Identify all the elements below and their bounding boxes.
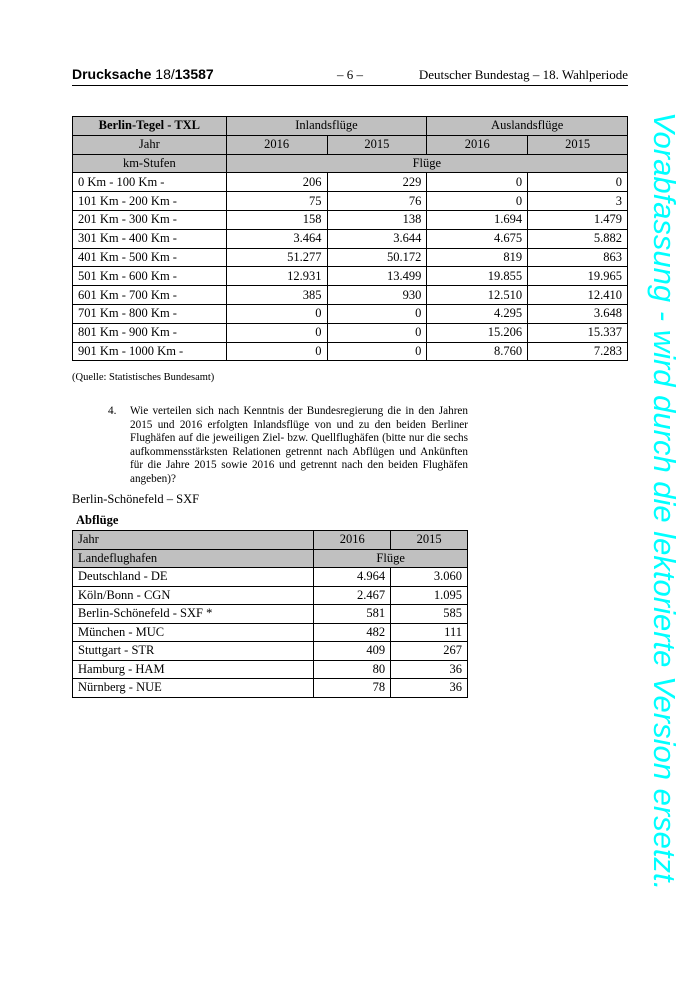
value-cell: 8.760: [427, 342, 528, 361]
table-row: [73, 586, 468, 605]
value-cell: 4.675: [427, 229, 528, 248]
year-cell: 2016: [427, 135, 528, 154]
row-label: 601 Km - 700 Km -: [73, 286, 227, 305]
value-cell: 36: [391, 660, 468, 679]
value-cell: 15.337: [528, 323, 628, 342]
stage-label: km-Stufen: [73, 154, 227, 173]
value-cell: 4.964: [314, 568, 391, 587]
value-cell: 12.410: [528, 286, 628, 305]
table-row: [73, 286, 628, 305]
value-cell: 3.060: [391, 568, 468, 587]
table-row: [73, 568, 468, 587]
value-cell: 1.095: [391, 586, 468, 605]
row-label: 301 Km - 400 Km -: [73, 229, 227, 248]
table-title: Berlin-Tegel - TXL: [73, 117, 227, 136]
row-label: 501 Km - 600 Km -: [73, 267, 227, 286]
value-cell: 50.172: [327, 248, 427, 267]
draft-watermark: [646, 112, 686, 912]
value-cell: 76: [327, 192, 427, 211]
row-label: Hamburg - HAM: [73, 660, 314, 679]
value-cell: 3.648: [528, 304, 628, 323]
year-label: Jahr: [73, 531, 314, 550]
value-cell: 0: [226, 323, 327, 342]
airport-label: Landeflughafen: [73, 549, 314, 568]
table-row: [73, 267, 628, 286]
value-cell: 78: [314, 679, 391, 698]
tegel-flights-table: [72, 116, 628, 361]
table-row: [73, 192, 628, 211]
value-cell: 863: [528, 248, 628, 267]
value-cell: 0: [427, 192, 528, 211]
row-label: 101 Km - 200 Km -: [73, 192, 227, 211]
value-cell: 19.965: [528, 267, 628, 286]
year-cell: 2015: [327, 135, 427, 154]
group-foreign: Auslandsflüge: [427, 117, 628, 136]
table-row: [73, 323, 628, 342]
value-cell: 930: [327, 286, 427, 305]
row-label: Deutschland - DE: [73, 568, 314, 587]
table-row: [73, 660, 468, 679]
section-title: Berlin-Schönefeld – SXF: [72, 492, 200, 506]
value-cell: 0: [226, 304, 327, 323]
value-cell: 12.931: [226, 267, 327, 286]
value-cell: 409: [314, 642, 391, 661]
value-cell: 12.510: [427, 286, 528, 305]
value-cell: 80: [314, 660, 391, 679]
value-cell: 138: [327, 210, 427, 229]
flights-label: Flüge: [226, 154, 627, 173]
value-cell: 15.206: [427, 323, 528, 342]
table-row: [73, 304, 628, 323]
value-cell: 0: [226, 342, 327, 361]
value-cell: 3.644: [327, 229, 427, 248]
value-cell: 267: [391, 642, 468, 661]
value-cell: 482: [314, 623, 391, 642]
row-label: Köln/Bonn - CGN: [73, 586, 314, 605]
question-block: [108, 405, 468, 487]
flights-label: Flüge: [314, 549, 468, 568]
value-cell: 5.882: [528, 229, 628, 248]
group-domestic: Inlandsflüge: [226, 117, 427, 136]
table-row: [73, 531, 468, 550]
document-number: Drucksache 18/13587: [72, 66, 214, 82]
table-row: [73, 248, 628, 267]
row-label: 401 Km - 500 Km -: [73, 248, 227, 267]
table-row: [73, 642, 468, 661]
question-text: Wie verteilen sich nach Kenntnis der Bundesregierung die in den Jahren 2015 und 2016 erfolgten Inlandsflüge von und zu den beiden Berliner Flughäfen auf die jeweiligen Ziel- bzw. Quellflughäfen (bitte nur die sechs aufkommensstärksten Relationen getrennt nach Abflügen und Ankünften für die Jahre 2015 sowie 2016 und getrennt nach den beiden Flughäfen angeben)?: [130, 405, 468, 485]
value-cell: 581: [314, 605, 391, 624]
table-row: [73, 679, 468, 698]
table-row: [73, 229, 628, 248]
value-cell: 7.283: [528, 342, 628, 361]
table-row: [73, 605, 468, 624]
row-label: 201 Km - 300 Km -: [73, 210, 227, 229]
row-label: 0 Km - 100 Km -: [73, 173, 227, 192]
value-cell: 13.499: [327, 267, 427, 286]
table-row: [73, 623, 468, 642]
question-number: 4.: [108, 405, 117, 417]
year-cell: 2016: [226, 135, 327, 154]
source-note: (Quelle: Statistisches Bundesamt): [72, 372, 215, 383]
header-rule: [72, 85, 628, 86]
value-cell: 0: [327, 304, 427, 323]
page-header: [72, 66, 628, 86]
year-cell: 2015: [528, 135, 628, 154]
row-label: Stuttgart - STR: [73, 642, 314, 661]
page-number: – 6 –: [337, 67, 363, 82]
value-cell: 0: [327, 323, 427, 342]
value-cell: 1.479: [528, 210, 628, 229]
value-cell: 819: [427, 248, 528, 267]
table-caption: Abflüge: [76, 513, 119, 527]
row-label: Berlin-Schönefeld - SXF *: [73, 605, 314, 624]
value-cell: 229: [327, 173, 427, 192]
table-row: [73, 342, 628, 361]
value-cell: 3: [528, 192, 628, 211]
value-cell: 1.694: [427, 210, 528, 229]
year-cell: 2015: [391, 531, 468, 550]
table-row: [73, 154, 628, 173]
value-cell: 4.295: [427, 304, 528, 323]
value-cell: 585: [391, 605, 468, 624]
value-cell: 2.467: [314, 586, 391, 605]
value-cell: 385: [226, 286, 327, 305]
schoenefeld-departures-table: [72, 530, 468, 698]
watermark-text: Vorabfassung - wird durch die lektorierte Version ersetzt.: [647, 112, 682, 891]
table-row: [73, 135, 628, 154]
table-row: [73, 117, 628, 136]
value-cell: 3.464: [226, 229, 327, 248]
row-label: 801 Km - 900 Km -: [73, 323, 227, 342]
publisher: Deutscher Bundestag – 18. Wahlperiode: [418, 67, 628, 82]
value-cell: 111: [391, 623, 468, 642]
value-cell: 158: [226, 210, 327, 229]
row-label: München - MUC: [73, 623, 314, 642]
table-row: [73, 173, 628, 192]
table-row: [73, 549, 468, 568]
row-label: 901 Km - 1000 Km -: [73, 342, 227, 361]
value-cell: 19.855: [427, 267, 528, 286]
value-cell: 0: [327, 342, 427, 361]
year-cell: 2016: [314, 531, 391, 550]
row-label: 701 Km - 800 Km -: [73, 304, 227, 323]
value-cell: 206: [226, 173, 327, 192]
table-row: [73, 210, 628, 229]
value-cell: 75: [226, 192, 327, 211]
row-label: Nürnberg - NUE: [73, 679, 314, 698]
value-cell: 0: [427, 173, 528, 192]
value-cell: 36: [391, 679, 468, 698]
value-cell: 51.277: [226, 248, 327, 267]
value-cell: 0: [528, 173, 628, 192]
year-label: Jahr: [73, 135, 227, 154]
